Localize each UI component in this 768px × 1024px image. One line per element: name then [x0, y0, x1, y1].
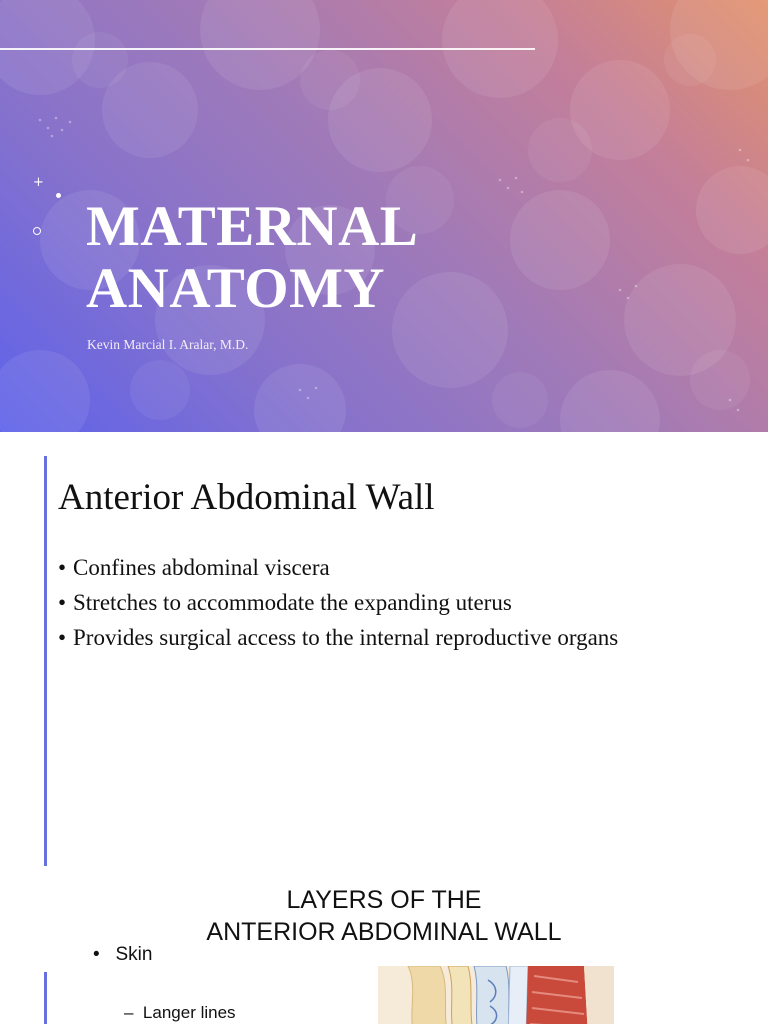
- list-item: [93, 944, 152, 966]
- title-slide: [0, 0, 768, 432]
- content-slide-anterior-abdominal-wall: [0, 432, 768, 868]
- anatomy-illustration: [378, 966, 614, 1024]
- sub-list-item-text: Langer lines: [142, 1003, 236, 1022]
- bullet-icon: •: [58, 590, 67, 615]
- bullet-icon: •: [58, 555, 67, 580]
- slide-title: [86, 196, 418, 320]
- list-item-text: Stretches to accommodate the expanding uterus: [73, 590, 512, 615]
- list-item-text: Provides surgical access to the internal reproductive organs: [73, 625, 619, 650]
- content-slide-layers: [0, 868, 768, 1024]
- accent-bar: [44, 972, 47, 1024]
- slide-heading: [0, 884, 768, 948]
- plus-icon: +: [33, 175, 44, 190]
- title-line-2: ANATOMY: [86, 257, 386, 320]
- accent-bar: [44, 456, 47, 866]
- slide-heading: Anterior Abdominal Wall: [58, 477, 435, 518]
- top-divider-line: [0, 48, 535, 50]
- bullet-list: [58, 550, 618, 655]
- dash-icon: –: [124, 1003, 134, 1022]
- list-item: [58, 620, 618, 655]
- heading-line-1: LAYERS OF THE: [286, 886, 482, 914]
- dot-icon: [56, 193, 61, 198]
- list-item: [58, 550, 618, 585]
- ring-icon: [33, 227, 41, 235]
- heading-line-2: ANTERIOR ABDOMINAL WALL: [206, 918, 562, 946]
- list-item-text: Skin: [115, 944, 153, 965]
- title-line-1: MATERNAL: [86, 195, 419, 258]
- list-item: [58, 585, 618, 620]
- bullet-icon: •: [58, 625, 67, 650]
- sub-list-item: [124, 1003, 236, 1023]
- author-name: Kevin Marcial I. Aralar, M.D.: [87, 337, 249, 352]
- bullet-icon: •: [93, 944, 100, 965]
- list-item-text: Confines abdominal viscera: [73, 555, 330, 580]
